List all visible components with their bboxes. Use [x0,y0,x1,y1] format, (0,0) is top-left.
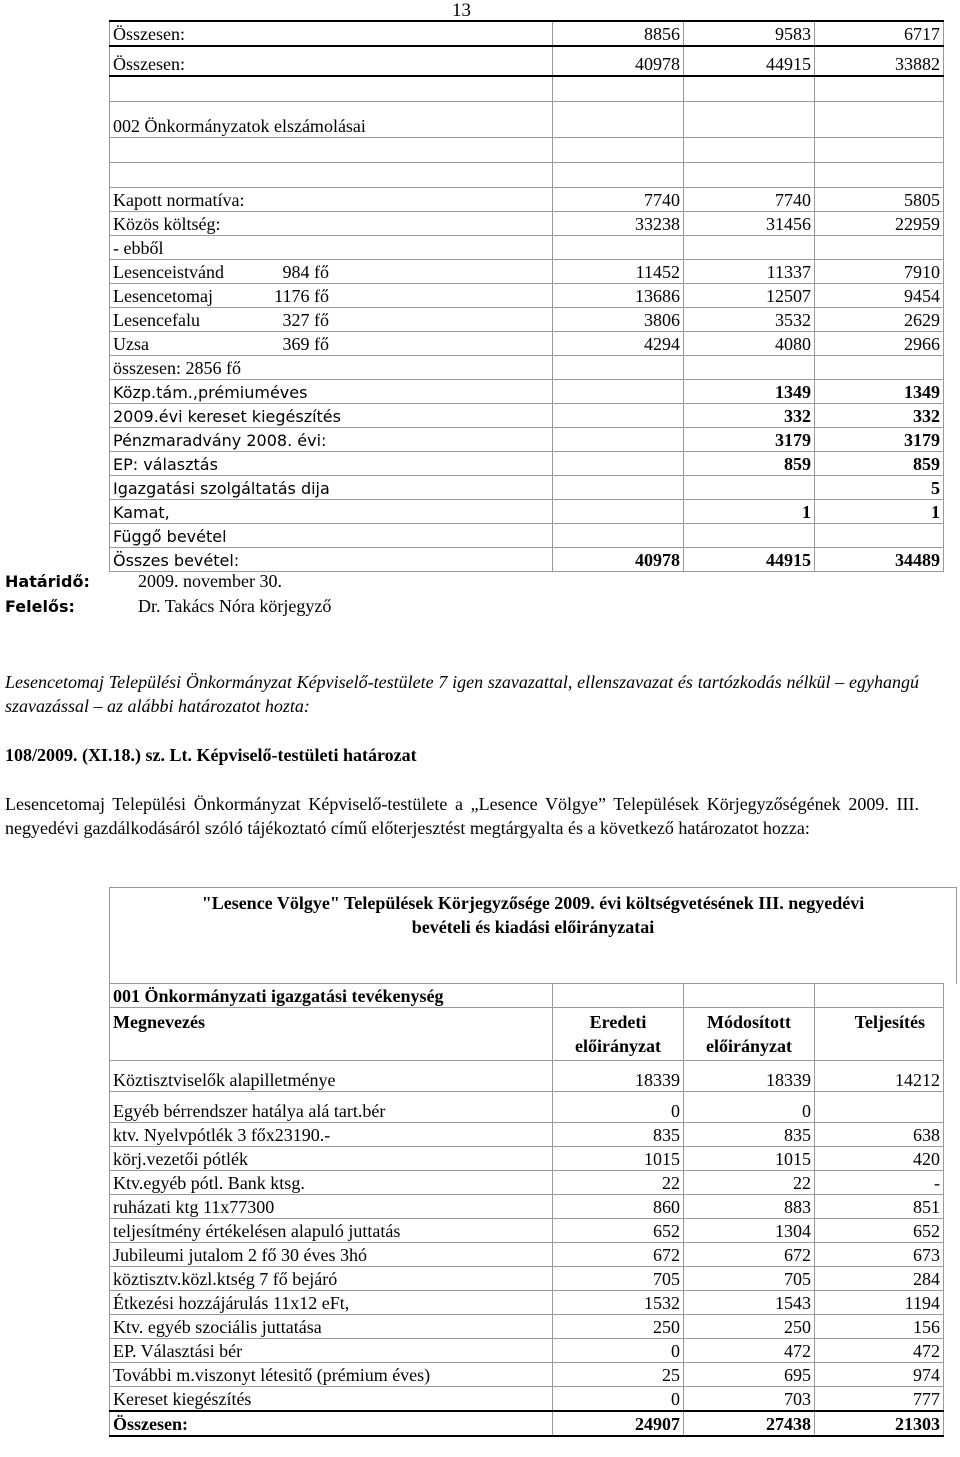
table-row [110,1243,944,1267]
value-cell: 332 [815,404,944,428]
deadline-value: 2009. november 30. [138,571,282,591]
value-cell: 673 [815,1243,944,1267]
row-label-text: összesen: 2856 fő [113,358,241,378]
header-original-line-2: előirányzat [575,1036,661,1056]
value-cell: 18339 [553,1061,684,1092]
value-cell: 0 [553,1339,684,1363]
value-cell: 695 [684,1363,815,1387]
table-row [110,524,944,548]
row-label: Igazgatási szolgáltatás dija [110,476,553,500]
value-cell: 1349 [815,380,944,404]
value-cell [553,380,684,404]
deadline-label: Határidő: [5,572,90,591]
value-cell: 4080 [684,332,815,356]
table-row [110,332,944,356]
value-cell [684,236,815,260]
value-cell: 44915 [684,548,815,572]
value-cell: 835 [684,1123,815,1147]
value-cell: 851 [815,1195,944,1219]
value-cell: 21303 [815,1411,944,1436]
value-cell: 3179 [684,428,815,452]
table-row [110,356,944,380]
responsible-line [5,596,331,617]
table-row [110,21,944,46]
resolution-title: 108/2009. (XI.18.) sz. Lt. Képviselő-testületi határozat [5,745,417,765]
table-row [110,1267,944,1291]
value-cell: 420 [815,1147,944,1171]
total-row [110,1411,944,1436]
value-cell: 672 [553,1243,684,1267]
intro-paragraph: Lesencetomaj Települési Önkormányzat Képviselő-testülete 7 igen szavazattal, ellenszavazat és tartózkodás nélkül – egyhangú szavazással – az alábbi határozatot hozta: [5,672,919,716]
value-cell [815,524,944,548]
row-label-text: Kapott normatíva: [113,190,245,210]
value-cell: 472 [815,1339,944,1363]
table-row [110,1147,944,1171]
table-row [110,46,944,76]
value-cell: 3532 [684,308,815,332]
value-cell: 652 [815,1219,944,1243]
table-row [110,428,944,452]
table-row [110,380,944,404]
value-cell: 7740 [553,188,684,212]
table-row [110,1339,944,1363]
deadline-line [5,571,282,592]
value-cell [553,356,684,380]
table-row [110,236,944,260]
table-row [110,500,944,524]
value-cell [553,452,684,476]
value-cell: 2966 [815,332,944,356]
row-label: Összesen: [110,1411,553,1436]
value-cell [553,500,684,524]
value-cell [553,428,684,452]
table-row [110,1092,944,1123]
row-label: ktv. Nyelvpótlék 3 főx23190.- [110,1123,553,1147]
value-cell: 0 [684,1092,815,1123]
value-cell: 1304 [684,1219,815,1243]
table-row [110,76,944,102]
value-cell: 11452 [553,260,684,284]
row-label: EP: választás [110,452,553,476]
value-cell: 14212 [815,1061,944,1092]
table-row [110,102,944,138]
table-row [110,212,944,236]
value-cell: 12507 [684,284,815,308]
table-row [110,1363,944,1387]
row-label: Pénzmaradvány 2008. évi: [110,428,553,452]
value-cell: 31456 [684,212,815,236]
value-cell: 1015 [684,1147,815,1171]
row-label-text: Közös költség: [113,214,221,234]
table-row [110,1195,944,1219]
value-cell: 33238 [553,212,684,236]
table-row [110,138,944,163]
table-row [110,984,944,1008]
value-cell: 705 [684,1267,815,1291]
value-cell: 250 [684,1315,815,1339]
row-label: Függő bevétel [110,524,553,548]
population-count: 327 fő [282,310,329,330]
row-label-text: Uzsa [113,334,149,354]
row-label-text: Lesencefalu [113,310,200,330]
value-cell: 40978 [553,46,684,76]
value-cell: 156 [815,1315,944,1339]
value-cell [815,236,944,260]
header-modified-line-2: előirányzat [706,1036,792,1056]
value-cell: 859 [684,452,815,476]
value-cell [553,404,684,428]
row-label [110,356,553,380]
row-label: Ktv. egyéb szociális juttatása [110,1315,553,1339]
value-cell: 1543 [684,1291,815,1315]
value-cell [553,524,684,548]
resolution-paragraph: Lesencetomaj Települési Önkormányzat Képviselő-testülete a „Lesence Völgye” Települések Körjegyzőségének 2009. III. negyedévi gazdálkodásáról szóló tájékoztató című előterjesztést megtárgyalta és a következő határozatot hozza: [5,794,919,838]
table-header-row [110,1008,944,1061]
value-cell: 27438 [684,1411,815,1436]
value-cell: 3806 [553,308,684,332]
revenue-table [109,20,944,572]
value-cell: 44915 [684,46,815,76]
value-cell: 8856 [553,21,684,46]
table-row [110,188,944,212]
row-label: Kamat, [110,500,553,524]
value-cell: 0 [553,1092,684,1123]
expenditure-table [109,983,944,1437]
header-original [553,1008,684,1061]
value-cell: 672 [684,1243,815,1267]
value-cell: - [815,1171,944,1195]
row-label: Jubileumi jutalom 2 fő 30 éves 3hó [110,1243,553,1267]
row-label-text: Lesenceistvánd [113,262,224,282]
row-label: Ktv.egyéb pótl. Bank ktsg. [110,1171,553,1195]
value-cell: 1 [815,500,944,524]
table-row [110,404,944,428]
table-row [110,163,944,188]
budget-title-box [109,887,957,984]
section-title: 001 Önkormányzati igazgatási tevékenység [110,984,553,1008]
value-cell: 1015 [553,1147,684,1171]
row-label: EP. Választási bér [110,1339,553,1363]
value-cell: 4294 [553,332,684,356]
table-row [110,476,944,500]
row-label: További m.viszonyt létesitő (prémium éves) [110,1363,553,1387]
section-title: 002 Önkormányzatok elszámolásai [110,102,553,138]
value-cell: 33882 [815,46,944,76]
value-cell: 703 [684,1387,815,1412]
row-label [110,284,553,308]
row-label-text: Lesencetomaj [113,286,213,306]
value-cell: 332 [684,404,815,428]
row-label: teljesítmény értékelésen alapuló juttatás [110,1219,553,1243]
row-label: köztisztv.közl.ktség 7 fő bejáró [110,1267,553,1291]
value-cell: 5 [815,476,944,500]
value-cell: 1532 [553,1291,684,1315]
value-cell: 0 [553,1387,684,1412]
budget-title-line-2: bevételi és kiadási előirányzatai [411,917,655,937]
value-cell [684,476,815,500]
population-count: 369 fő [282,334,329,354]
header-completion: Teljesítés [815,1008,944,1061]
row-label: Közp.tám.,prémiuméves [110,380,553,404]
row-label: Egyéb bérrendszer hatálya alá tart.bér [110,1092,553,1123]
value-cell: 22 [684,1171,815,1195]
row-label [110,332,553,356]
value-cell: 1 [684,500,815,524]
value-cell: 5805 [815,188,944,212]
value-cell: 835 [553,1123,684,1147]
table-row [110,1315,944,1339]
value-cell: 13686 [553,284,684,308]
value-cell: 11337 [684,260,815,284]
value-cell [553,236,684,260]
row-label: Kereset kiegészítés [110,1387,553,1412]
row-label: Köztisztviselők alapilletménye [110,1061,553,1092]
value-cell: 472 [684,1339,815,1363]
value-cell: 24907 [553,1411,684,1436]
header-modified [684,1008,815,1061]
value-cell: 9454 [815,284,944,308]
value-cell: 638 [815,1123,944,1147]
table-row [110,260,944,284]
value-cell: 22959 [815,212,944,236]
row-label: Összes bevétel: [110,548,553,572]
value-cell: 7910 [815,260,944,284]
row-label-text: - ebből [113,238,164,258]
value-cell: 652 [553,1219,684,1243]
value-cell: 34489 [815,548,944,572]
value-cell: 3179 [815,428,944,452]
value-cell: 9583 [684,21,815,46]
row-label: Összesen: [110,21,553,46]
value-cell: 6717 [815,21,944,46]
value-cell: 250 [553,1315,684,1339]
table-row [110,284,944,308]
row-label: körj.vezetői pótlék [110,1147,553,1171]
value-cell: 7740 [684,188,815,212]
header-modified-line-1: Módosított [707,1012,791,1032]
table-row [110,452,944,476]
value-cell [815,356,944,380]
row-label [110,260,553,284]
row-label [110,212,553,236]
row-label [110,188,553,212]
value-cell: 860 [553,1195,684,1219]
value-cell: 22 [553,1171,684,1195]
value-cell [815,1092,944,1123]
header-name: Megnevezés [110,1008,553,1061]
row-label: Összesen: [110,46,553,76]
value-cell: 883 [684,1195,815,1219]
table-row [110,1171,944,1195]
value-cell [684,524,815,548]
budget-title-line-1: "Lesence Völgye" Települések Körjegyzősége 2009. évi költségvetésének III. negyedévi [201,893,865,913]
table-row [110,1387,944,1412]
row-label: 2009.évi kereset kiegészítés [110,404,553,428]
page-number: 13 [452,0,471,21]
value-cell: 974 [815,1363,944,1387]
value-cell: 2629 [815,308,944,332]
value-cell: 25 [553,1363,684,1387]
value-cell: 40978 [553,548,684,572]
row-label: ruházati ktg 11x77300 [110,1195,553,1219]
row-label [110,236,553,260]
table-row [110,1061,944,1092]
responsible-label: Felelős: [5,597,75,616]
table-row [110,548,944,572]
table-row [110,1123,944,1147]
value-cell: 18339 [684,1061,815,1092]
table-row [110,1291,944,1315]
value-cell: 284 [815,1267,944,1291]
value-cell: 1349 [684,380,815,404]
value-cell [553,476,684,500]
row-label [110,308,553,332]
row-label: Étkezési hozzájárulás 11x12 eFt, [110,1291,553,1315]
value-cell [684,356,815,380]
population-count: 984 fő [282,262,329,282]
value-cell: 777 [815,1387,944,1412]
table-row [110,1219,944,1243]
table-row [110,308,944,332]
population-count: 1176 fő [274,286,329,306]
value-cell: 859 [815,452,944,476]
responsible-value: Dr. Takács Nóra körjegyző [138,596,332,616]
value-cell: 705 [553,1267,684,1291]
value-cell: 1194 [815,1291,944,1315]
header-original-line-1: Eredeti [589,1012,647,1032]
